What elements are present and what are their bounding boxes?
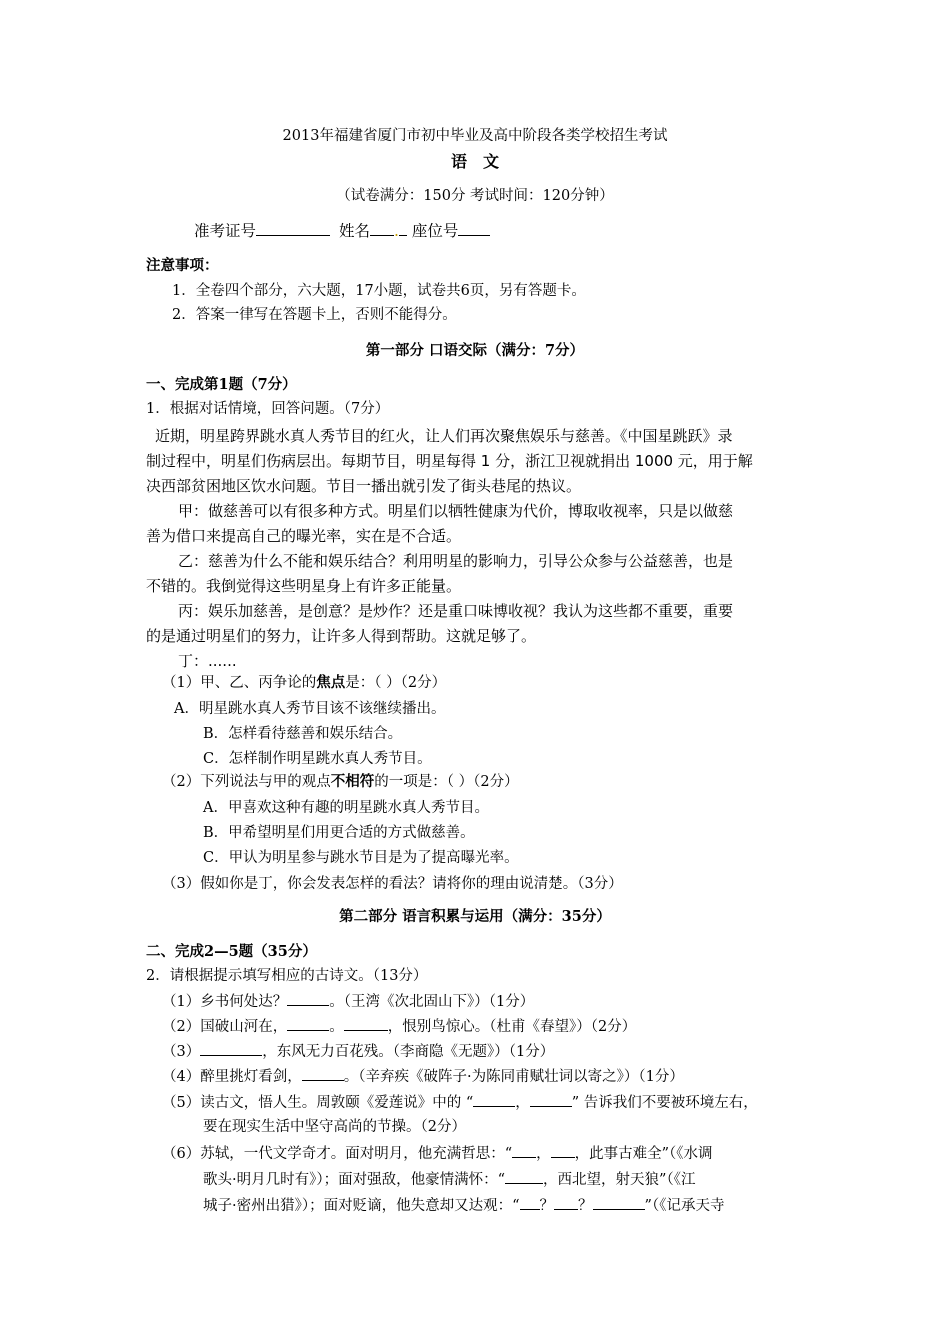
name-mark: . — [393, 222, 399, 240]
q1-sub1 — [162, 673, 446, 693]
q2-item-text: ，西北望，射天狼”（《江 — [543, 1172, 696, 1188]
name-label: 姓名 — [338, 222, 370, 240]
q2-item-text: （1）乡书何处达？ — [162, 994, 288, 1010]
q2-item-text: ” 告诉我们不要被环境左右， — [571, 1095, 758, 1111]
part1-heading: 第一部分 口语交际（满分：7分） — [365, 342, 585, 359]
q2-item-6 — [162, 1143, 713, 1164]
q2-item-text: （5）读古文，悟人生。周敦颐《爱莲说》中的 “ — [162, 1095, 474, 1111]
answer-blank[interactable] — [593, 1195, 645, 1210]
answer-blank[interactable] — [551, 1143, 575, 1158]
q1-sub2-text-end: 的一项是：（ ）（2分） — [374, 774, 519, 790]
q1-sub2-option: B．甲希望明星们用更合适的方式做慈善。 — [203, 825, 475, 841]
q2-item-text: 。（王湾《次北固山下》）（1分） — [329, 994, 535, 1010]
notice-heading: 注意事项： — [146, 257, 219, 274]
notice-item: 1．全卷四个部分，六大题，17小题，试卷共6页，另有答题卡。 — [172, 283, 586, 299]
q2-item-text: 城子·密州出猎》）；面对贬谪，他失意却又达观：“ — [203, 1198, 520, 1214]
answer-blank[interactable] — [302, 1066, 344, 1081]
section-one-heading: 一、完成第1题（7分） — [146, 376, 297, 393]
q1-sub2-emphasis: 不相符 — [330, 774, 375, 790]
q2-item-text: （3） — [162, 1044, 201, 1060]
q2-item-text: （4）醉里挑灯看剑， — [162, 1069, 302, 1085]
q2-item-1 — [162, 991, 534, 1012]
admission-no-label: 准考证号 — [194, 222, 257, 240]
notice-item: 2．答案一律写在答题卡上，否则不能得分。 — [172, 307, 457, 323]
q2-item-5 — [162, 1092, 758, 1113]
answer-blank[interactable] — [520, 1195, 540, 1210]
exam-title: 2013年福建省厦门市初中毕业及高中阶段各类学校招生考试 — [282, 128, 668, 144]
section-two-heading: 二、完成2—5题（35分） — [146, 943, 317, 960]
q2-item-text: 歌头·明月几时有》）；面对强敌，他豪情满怀：“ — [203, 1172, 506, 1188]
passage-line: 的是通过明星们的努力，让许多人得到帮助。这就足够了。 — [146, 627, 537, 645]
answer-blank[interactable] — [287, 1016, 329, 1031]
q1-sub1-option: A．明星跳水真人秀节目该不该继续播出。 — [174, 701, 446, 717]
q2-item-text: ，恨别鸟惊心。（杜甫《春望》）（2分） — [387, 1019, 637, 1035]
q2-item-5-cont: 要在现实生活中坚守高尚的节操。（2分） — [203, 1119, 466, 1135]
q2-item-text: ？ — [539, 1198, 555, 1214]
name-blank[interactable] — [370, 221, 394, 236]
q1-sub2-text: （2）下列说法与甲的观点 — [162, 774, 331, 790]
q2-item-text: ，此事古难全”（《水调 — [574, 1146, 713, 1162]
q2-item-6-line2 — [203, 1169, 695, 1190]
q2-item-text: （6）苏轼，一代文学奇才。面对明月，他充满哲思：“ — [162, 1146, 513, 1162]
answer-blank[interactable] — [512, 1143, 536, 1158]
name-blank-tail — [399, 221, 407, 236]
candidate-fields — [194, 221, 490, 241]
q1-sub2-option: C．甲认为明星参与跳水节目是为了提高曝光率。 — [203, 850, 519, 866]
seat-no-label: 座位号 — [411, 222, 459, 240]
answer-blank[interactable] — [200, 1041, 262, 1056]
passage-line: 丁：...... — [178, 652, 237, 670]
seat-no-blank[interactable] — [458, 221, 490, 236]
passage-line: 甲：做慈善可以有很多种方式。明星们以牺牲健康为代价，博取收视率，只是以做慈 — [178, 502, 734, 520]
passage-line: 乙：慈善为什么不能和娱乐结合？利用明星的影响力，引导公众参与公益慈善，也是 — [178, 552, 734, 570]
q1-sub1-emphasis: 焦点 — [316, 675, 346, 691]
passage-line: 决西部贫困地区饮水问题。节目一播出就引发了街头巷尾的热议。 — [146, 477, 582, 495]
q2-item-6-line3 — [203, 1195, 724, 1216]
answer-blank[interactable] — [554, 1195, 578, 1210]
passage-line: 近期，明星跨界跳水真人秀节目的红火，让人们再次聚焦娱乐与慈善。《中国星跳跃》录 — [155, 427, 733, 445]
q2-item-text: （2）国破山河在， — [162, 1019, 288, 1035]
answer-blank[interactable] — [287, 991, 329, 1006]
q1-stem: 1．根据对话情境，回答问题。（7分） — [146, 401, 390, 417]
q2-stem: 2．请根据提示填写相应的古诗文。（13分） — [146, 968, 428, 984]
q1-sub1-text-end: 是：（ ）（2分） — [345, 675, 447, 691]
q2-item-2 — [162, 1016, 636, 1037]
passage-line: 善为借口来提高自己的曝光率，实在是不合适。 — [146, 527, 462, 545]
answer-blank[interactable] — [530, 1092, 572, 1107]
q2-item-4 — [162, 1066, 684, 1087]
answer-blank[interactable] — [505, 1169, 543, 1184]
q2-item-text: ， — [536, 1146, 551, 1162]
q2-item-text: 。（辛弃疾《破阵子·为陈同甫赋壮词以寄之》）（1分） — [343, 1069, 684, 1085]
passage-line: 制过程中，明星们伤病层出。每期节目，明星每得 1 分，浙江卫视就捐出 1000 元，用于解 — [146, 452, 753, 470]
q2-item-text: 。 — [329, 1019, 344, 1035]
admission-no-blank[interactable] — [256, 221, 330, 236]
answer-blank[interactable] — [344, 1016, 388, 1031]
passage-line: 丙：娱乐加慈善，是创意？是炒作？还是重口味博收视？我认为这些都不重要，重要 — [178, 602, 734, 620]
q1-sub3: （3）假如你是丁，你会发表怎样的看法？请将你的理由说清楚。（3分） — [162, 876, 623, 892]
passage-line: 不错的。我倒觉得这些明星身上有许多正能量。 — [146, 577, 462, 595]
q1-sub2 — [162, 772, 519, 792]
part2-heading: 第二部分 语言积累与运用（满分：35分） — [339, 908, 611, 925]
exam-info: （试卷满分：150分 考试时间：120分钟） — [336, 188, 614, 204]
q2-item-3 — [162, 1041, 554, 1062]
answer-blank[interactable] — [473, 1092, 515, 1107]
q2-item-text: ， — [515, 1095, 530, 1111]
q2-item-text: ”（《记承天寺 — [644, 1198, 725, 1214]
q1-sub2-option: A．甲喜欢这种有趣的明星跳水真人秀节目。 — [203, 800, 489, 816]
q1-sub1-option: B．怎样看待慈善和娱乐结合。 — [203, 726, 403, 742]
q1-sub1-option: C．怎样制作明星跳水真人秀节目。 — [203, 751, 432, 767]
q1-sub1-text: （1）甲、乙、丙争论的 — [162, 675, 317, 691]
q2-item-text: ，东风无力百花残。（李商隐《无题》）（1分） — [262, 1044, 555, 1060]
subject-title: 语 文 — [450, 152, 499, 171]
q2-item-text: ？ — [578, 1198, 593, 1214]
